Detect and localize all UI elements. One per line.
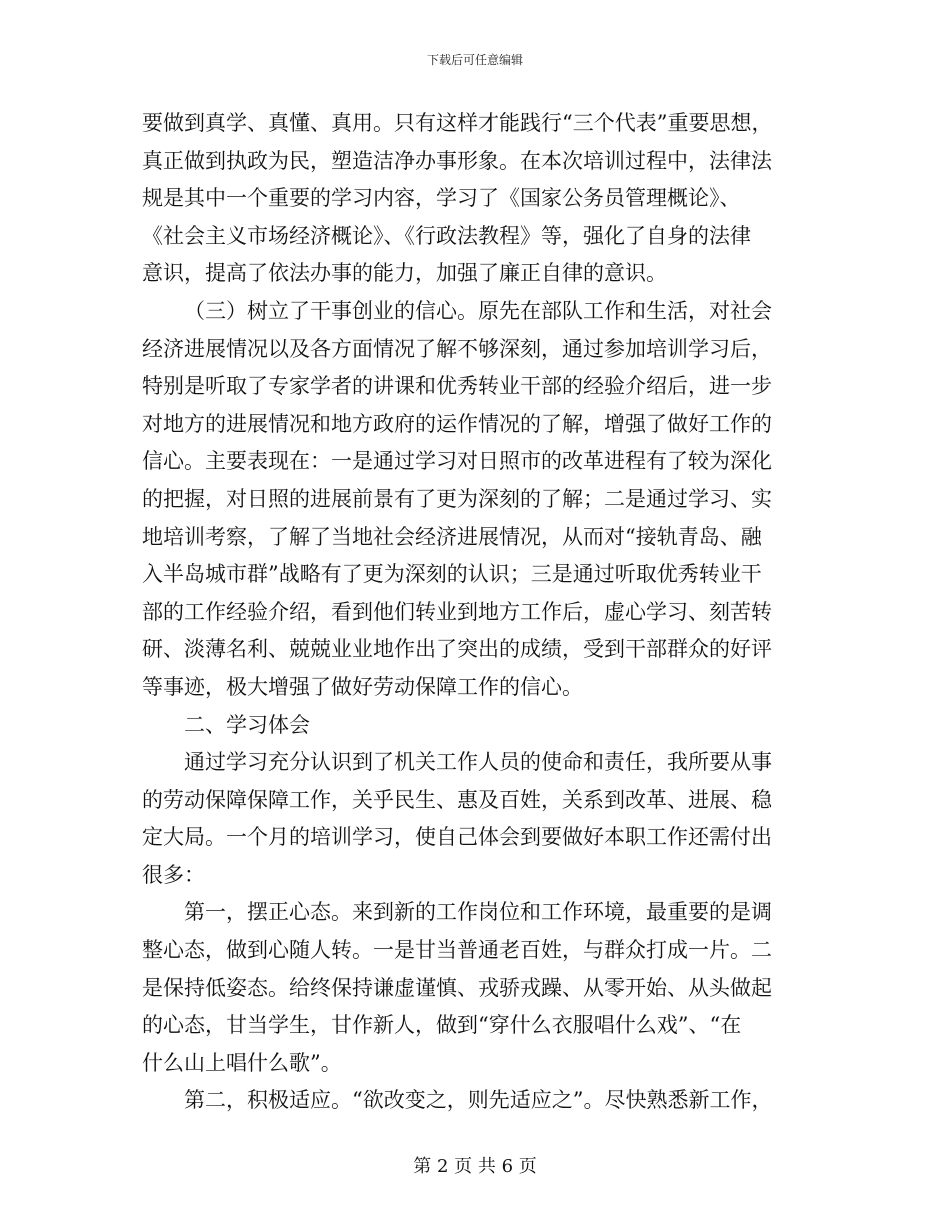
text-line: 通过学习充分认识到了机关工作人员的使命和责任，我所要从事 — [184, 750, 772, 775]
text-line: （三）树立了干事创业的信心。原先在部队工作和生活，对社会 — [184, 298, 772, 323]
text-line: 什么山上唱什么歌”。 — [142, 1050, 342, 1075]
text-line: 规是其中一个重要的学习内容，学习了《国家公务员管理概论》、 — [142, 186, 741, 211]
text-line: 真正做到执政为民，塑造洁净办事形象。在本次培训过程中，法律法 — [142, 148, 772, 173]
text-line: 《社会主义市场经济概论》、《行政法教程》等，强化了自身的法律 — [142, 223, 751, 248]
text-line: 部的工作经验介绍，看到他们转业到地方工作后，虚心学习、刻苦转 — [142, 599, 772, 624]
text-line: 的劳动保障保障工作，关乎民生、惠及百姓，关系到改革、进展、稳 — [142, 787, 772, 812]
text-line: 地培训考察，了解了当地社会经济进展情况，从而对“接轨青岛、融 — [142, 524, 762, 549]
text-line: 的心态，甘当学生，甘作新人，做到“穿什么衣服唱什么戏”、“在 — [142, 1013, 742, 1038]
text-line: 对地方的进展情况和地方政府的运作情况的了解，增强了做好工作的 — [142, 411, 772, 436]
text-line: 的把握，对日照的进展前景有了更为深刻的了解；二是通过学习、实 — [142, 486, 772, 511]
text-line: 第二，积极适应。“欲改变之，则先适应之”。尽快熟悉新工作， — [184, 1088, 773, 1113]
text-line: 很多： — [142, 862, 205, 887]
text-line: 整心态，做到心随人转。一是甘当普通老百姓，与群众打成一片。二 — [142, 938, 772, 963]
text-line: 是保持低姿态。给终保持谦虚谨慎、戎骄戎躁、从零开始、从头做起 — [142, 975, 772, 1000]
text-line: 信心。主要表现在：一是通过学习对日照市的改革进程有了较为深化 — [142, 449, 772, 474]
page-number: 第 2 页 共 6 页 — [413, 1156, 537, 1177]
text-line: 意识，提高了依法办事的能力，加强了廉正自律的意识。 — [142, 261, 667, 286]
text-line: 等事迹，极大增强了做好劳动保障工作的信心。 — [142, 674, 583, 699]
text-line: 第一，摆正心态。来到新的工作岗位和工作环境，最重要的是调 — [184, 900, 772, 925]
text-line: 要做到真学、真懂、真用。只有这样才能践行“三个代表”重要思想， — [142, 111, 773, 135]
text-line: 入半岛城市群”战略有了更为深刻的认识；三是通过听取优秀转业干 — [142, 562, 762, 587]
text-line: 研、淡薄名利、兢兢业业地作出了突出的成绩，受到干部群众的好评 — [142, 637, 772, 662]
text-line: 定大局。一个月的培训学习，使自己体会到要做好本职工作还需付出 — [142, 825, 772, 850]
text-line: 特别是听取了专家学者的讲课和优秀转业干部的经验介绍后，进一步 — [142, 374, 772, 399]
text-line: 经济进展情况以及各方面情况了解不够深刻，通过参加培训学习后， — [142, 336, 772, 361]
section-heading: 二、学习体会 — [184, 712, 310, 737]
download-edit-note: 下载后可任意编辑 — [426, 53, 523, 67]
document-body — [142, 105, 812, 1120]
